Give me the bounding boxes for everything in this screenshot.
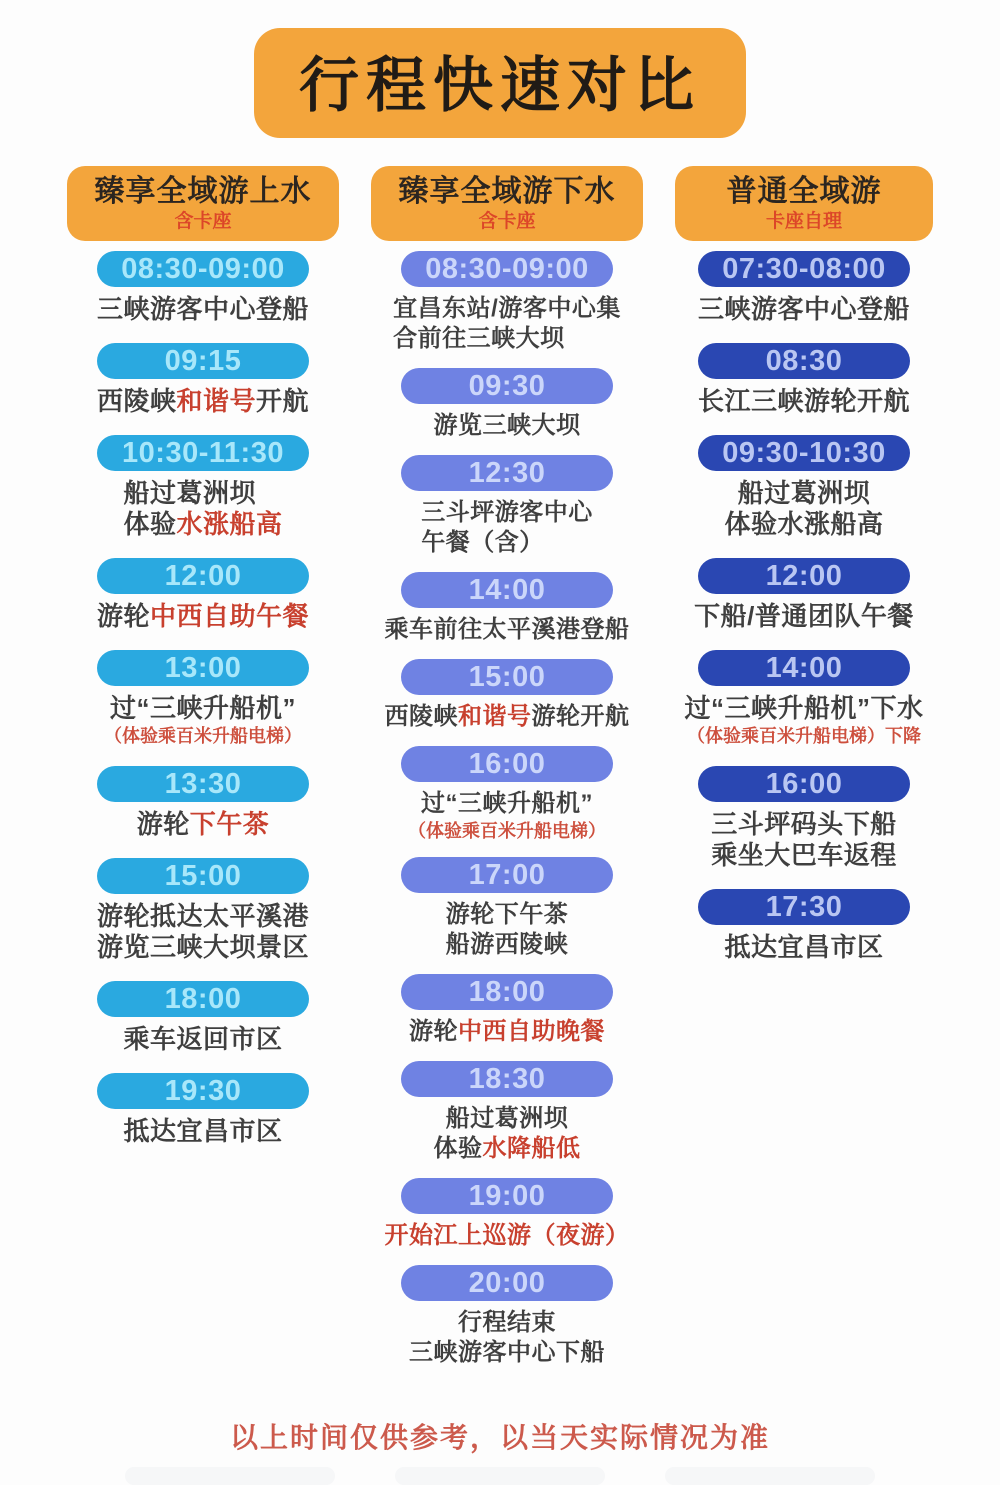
time-pill: 07:30-08:00 <box>698 251 910 287</box>
item-description <box>711 809 897 871</box>
time-pill: 14:00 <box>698 650 910 686</box>
item-description <box>724 932 883 963</box>
time-pill: 18:00 <box>401 974 613 1010</box>
description-line <box>393 294 621 324</box>
plain-text: 下船/普通团队午餐 <box>694 601 914 631</box>
description-line <box>434 411 581 441</box>
description-line <box>123 478 282 509</box>
column-header <box>371 166 643 241</box>
schedule-item <box>67 435 339 540</box>
item-description <box>97 601 309 632</box>
schedule-item <box>371 368 643 441</box>
schedule-item <box>67 558 339 632</box>
plain-text: 体验水涨船高 <box>724 509 884 539</box>
page-title: 行程快速对比 <box>299 52 701 119</box>
time-pill: 15:00 <box>97 858 309 894</box>
item-description <box>110 693 296 724</box>
description-line <box>123 509 282 540</box>
plain-text: 过“三峡升船机”下水 <box>684 693 924 723</box>
schedule-item <box>371 974 643 1047</box>
description-line <box>137 809 270 840</box>
column-title: 臻享全域游下水 <box>398 175 616 208</box>
schedule-item <box>67 1073 339 1147</box>
description-line <box>409 1308 605 1338</box>
item-description <box>97 901 309 963</box>
time-pill: 09:30 <box>401 368 613 404</box>
schedule-item <box>371 746 643 843</box>
description-line <box>421 528 593 558</box>
column-subtitle: 卡座自理 <box>765 211 842 232</box>
item-note: （体验乘百米升船电梯） <box>408 821 606 841</box>
description-line <box>385 1221 630 1251</box>
plain-text: 宜昌东站/游客中心集 <box>393 295 621 322</box>
plain-text: 游轮下午茶 <box>445 901 569 928</box>
description-line <box>711 840 897 871</box>
plain-text: 游轮 <box>409 1018 458 1045</box>
description-line <box>684 693 923 724</box>
column-title: 普通全域游 <box>726 175 882 208</box>
plain-text: 游览三峡大坝景区 <box>96 932 309 962</box>
description-line <box>446 930 569 960</box>
time-pill: 09:15 <box>97 343 309 379</box>
item-description <box>385 702 630 732</box>
plain-text: 过“三峡升船机” <box>109 693 296 723</box>
schedule-columns <box>67 166 933 1382</box>
plain-text: 体验 <box>433 1135 483 1162</box>
time-pill: 14:00 <box>401 572 613 608</box>
column-subtitle: 含卡座 <box>478 211 536 232</box>
description-line <box>409 1338 605 1368</box>
plain-text: 西陵峡 <box>384 703 458 730</box>
description-line <box>711 809 897 840</box>
item-description <box>446 900 569 960</box>
time-pill: 12:30 <box>401 455 613 491</box>
item-description <box>698 386 910 417</box>
description-line <box>97 901 309 932</box>
plain-text: 游轮开航 <box>531 703 630 730</box>
bottom-cropped-row <box>0 1467 1000 1485</box>
plain-text: 三峡游客中心下船 <box>409 1339 605 1366</box>
description-line <box>724 509 883 540</box>
column-title: 臻享全域游上水 <box>94 175 312 208</box>
plain-text: 开航 <box>256 386 310 416</box>
description-line <box>724 932 883 963</box>
item-description <box>123 478 282 540</box>
plain-text: 西陵峡 <box>96 386 177 416</box>
schedule-item <box>67 251 339 325</box>
plain-text: 乘坐大巴车返程 <box>711 840 897 870</box>
description-line <box>698 294 910 325</box>
item-description <box>137 809 270 840</box>
column-ordinary-tour <box>675 166 933 981</box>
item-note: （体验乘百米升船电梯） <box>104 726 302 746</box>
item-note: （体验乘百米升船电梯）下降 <box>687 726 921 746</box>
schedule-item <box>675 766 933 871</box>
time-pill: 08:30 <box>698 343 910 379</box>
plain-text: 体验 <box>123 509 177 539</box>
schedule-item <box>371 1178 643 1251</box>
schedule-item <box>675 650 933 748</box>
plain-text: 乘车返回市区 <box>123 1024 283 1054</box>
plain-text: 游览三峡大坝 <box>433 412 581 439</box>
plain-text: 三峡游客中心登船 <box>697 294 910 324</box>
item-description <box>421 789 593 819</box>
plain-text: 长江三峡游轮开航 <box>697 386 910 416</box>
time-pill: 09:30-10:30 <box>698 435 910 471</box>
item-description <box>434 411 581 441</box>
highlight-text: 水降船低 <box>482 1135 581 1162</box>
description-line <box>409 1017 605 1047</box>
item-description <box>434 1104 581 1164</box>
plain-text: 抵达宜昌市区 <box>123 1116 283 1146</box>
description-line <box>97 601 309 632</box>
plain-text: 三峡游客中心登船 <box>96 294 309 324</box>
schedule-item <box>371 1265 643 1368</box>
description-line <box>694 601 914 632</box>
time-pill: 18:00 <box>97 981 309 1017</box>
description-line <box>110 693 296 724</box>
item-description <box>694 601 914 632</box>
schedule-item <box>371 572 643 645</box>
plain-text: 船过葛洲坝 <box>737 478 871 508</box>
schedule-item <box>675 435 933 540</box>
highlight-text: 水涨船高 <box>176 509 283 539</box>
schedule-item <box>67 981 339 1055</box>
description-line <box>97 932 309 963</box>
item-description <box>409 1017 605 1047</box>
time-pill: 19:30 <box>97 1073 309 1109</box>
plain-text: 船游西陵峡 <box>445 931 569 958</box>
item-description <box>123 1024 282 1055</box>
column-header <box>675 166 933 241</box>
time-pill: 17:30 <box>698 889 910 925</box>
description-line <box>421 789 593 819</box>
schedule-item <box>371 857 643 960</box>
plain-text: 过“三峡升船机” <box>421 790 593 817</box>
plain-text: 三斗坪码头下船 <box>711 809 897 839</box>
schedule-item <box>675 889 933 963</box>
time-pill: 12:00 <box>97 558 309 594</box>
description-line <box>724 478 883 509</box>
column-premium-upstream <box>67 166 339 1165</box>
time-pill: 16:00 <box>401 746 613 782</box>
item-description <box>684 693 923 724</box>
time-pill: 19:00 <box>401 1178 613 1214</box>
time-pill: 17:00 <box>401 857 613 893</box>
description-line <box>446 900 569 930</box>
schedule-item <box>675 343 933 417</box>
description-line <box>385 702 630 732</box>
item-description <box>97 294 309 325</box>
plain-text: 合前往三峡大坝 <box>393 325 565 352</box>
column-subtitle: 含卡座 <box>174 211 232 232</box>
time-pill: 16:00 <box>698 766 910 802</box>
schedule-item <box>67 766 339 840</box>
highlight-text: 下午茶 <box>189 809 270 839</box>
schedule-item <box>371 455 643 558</box>
plain-text: 三斗坪游客中心 <box>421 499 593 526</box>
item-description <box>385 1221 630 1251</box>
time-pill: 12:00 <box>698 558 910 594</box>
schedule-item <box>371 659 643 732</box>
item-description <box>97 386 309 417</box>
plain-text: 船过葛洲坝 <box>123 478 256 508</box>
schedule-item <box>675 251 933 325</box>
time-pill: 13:00 <box>97 650 309 686</box>
highlight-text: 和谐号 <box>176 386 256 416</box>
item-description <box>698 294 910 325</box>
plain-text: 游轮 <box>136 809 190 839</box>
page-title-badge <box>254 28 746 138</box>
schedule-item <box>675 558 933 632</box>
item-description <box>123 1116 282 1147</box>
time-pill: 15:00 <box>401 659 613 695</box>
item-description <box>409 1308 605 1368</box>
footer-note: 以上时间仅供参考，以当天实际情况为准 <box>229 1422 770 1453</box>
item-description <box>385 615 630 645</box>
highlight-text: 开始江上巡游（夜游） <box>384 1222 630 1249</box>
time-pill: 18:30 <box>401 1061 613 1097</box>
cropped-pill <box>665 1467 875 1485</box>
highlight-text: 中西自助晚餐 <box>458 1018 605 1045</box>
description-line <box>393 324 621 354</box>
schedule-item <box>67 858 339 963</box>
schedule-item <box>371 1061 643 1164</box>
column-premium-downstream <box>371 166 643 1382</box>
schedule-item <box>67 650 339 748</box>
column-header <box>67 166 339 241</box>
highlight-text: 中西自助午餐 <box>150 601 310 631</box>
item-description <box>421 498 593 558</box>
description-line <box>97 294 309 325</box>
item-description <box>724 478 883 540</box>
schedule-item <box>67 343 339 417</box>
time-pill: 08:30-09:00 <box>97 251 309 287</box>
time-pill: 13:30 <box>97 766 309 802</box>
highlight-text: 和谐号 <box>458 703 532 730</box>
plain-text: 乘车前往太平溪港登船 <box>384 616 630 643</box>
time-pill: 08:30-09:00 <box>401 251 613 287</box>
item-description <box>393 294 621 354</box>
description-line <box>434 1134 581 1164</box>
plain-text: 游轮抵达太平溪港 <box>96 901 309 931</box>
plain-text: 游轮 <box>96 601 150 631</box>
time-pill: 10:30-11:30 <box>97 435 309 471</box>
description-line <box>421 498 593 528</box>
plain-text: 抵达宜昌市区 <box>724 932 884 962</box>
description-line <box>434 1104 581 1134</box>
description-line <box>97 386 309 417</box>
description-line <box>123 1116 282 1147</box>
plain-text: 船过葛洲坝 <box>445 1105 569 1132</box>
cropped-pill <box>395 1467 605 1485</box>
time-pill: 20:00 <box>401 1265 613 1301</box>
description-line <box>123 1024 282 1055</box>
cropped-pill <box>125 1467 335 1485</box>
plain-text: 午餐（含） <box>421 529 544 556</box>
plain-text: 行程结束 <box>458 1309 556 1336</box>
schedule-item <box>371 251 643 354</box>
description-line <box>698 386 910 417</box>
description-line <box>385 615 630 645</box>
